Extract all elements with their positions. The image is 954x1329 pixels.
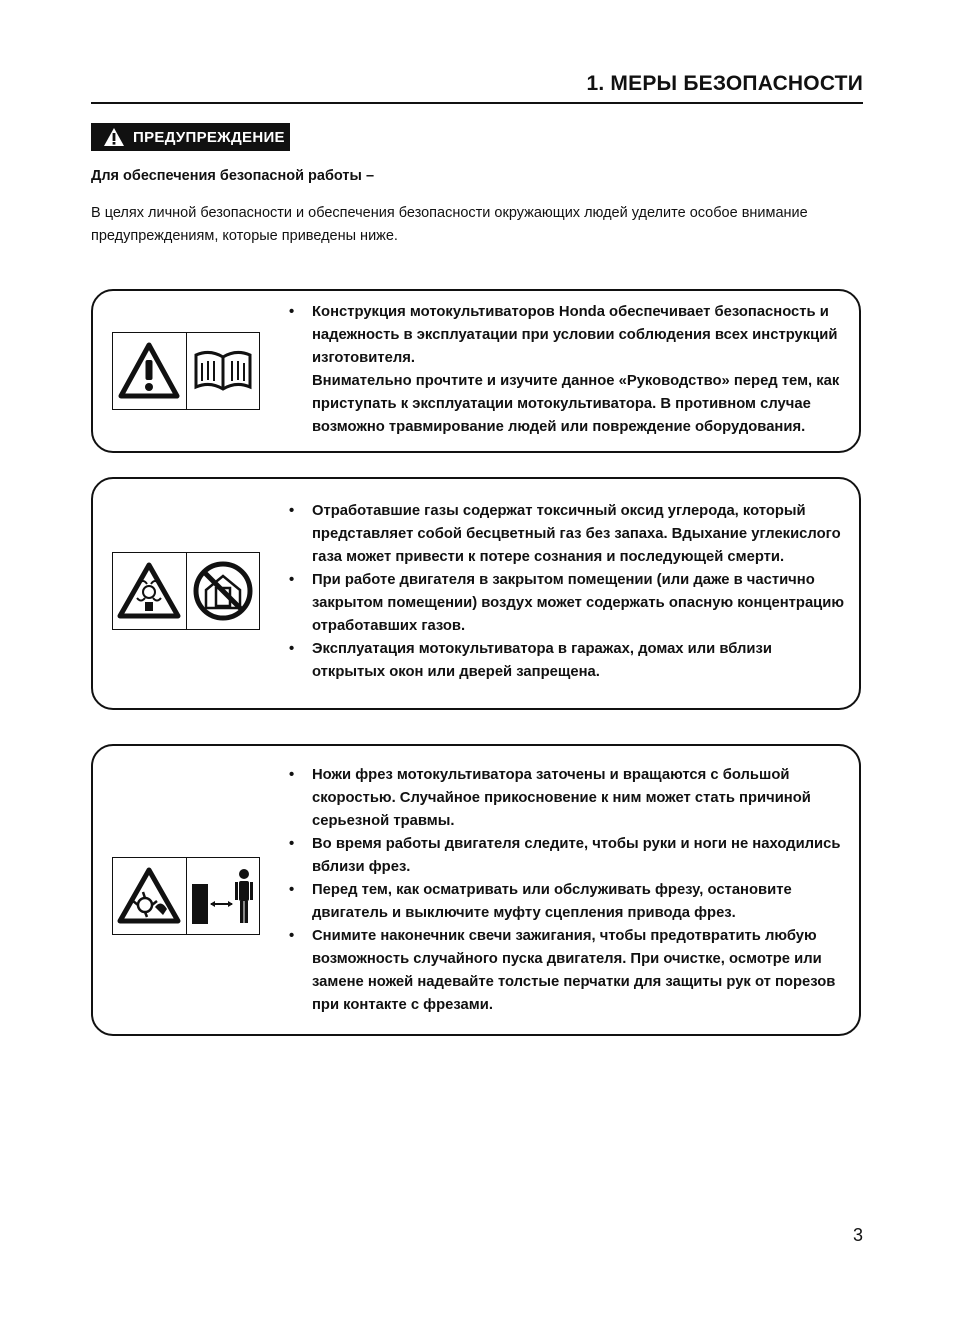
no-indoor-operation-icon bbox=[192, 560, 254, 622]
intro-paragraph: В целях личной безопасности и обеспечения безопасности окружающих людей уделите особое внимание предупреждениям, которые приведены ниже. bbox=[91, 205, 808, 244]
list-item: • Ножи фрез мотокультиватора заточены и вращаются с большой скоростью. Случайное прикосновение к ним может стать причиной серьезной травмы. bbox=[286, 764, 847, 833]
warning-triangle-icon bbox=[103, 127, 125, 147]
list-item: • Отработавшие газы содержат токсичный оксид углерода, который представляет собой бесцветный газ без запаха. Вдыхание углекислого газа может привести к потере сознания и последующей смерти. bbox=[286, 500, 847, 569]
safety-list-3 bbox=[286, 764, 847, 1017]
safety-list-2 bbox=[286, 500, 847, 684]
section-subheading: Для обеспечения безопасной работы – bbox=[91, 168, 375, 184]
list-item: Внимательно прочтите и изучите данное «Руководство» перед тем, как приступать к эксплуатации мотокультиватора. В противном случае возможно травмирование людей или повреждение оборудования. bbox=[312, 373, 840, 435]
safety-list-1 bbox=[286, 301, 847, 439]
list-item: • Снимите наконечник свечи зажигания, чтобы предотвратить любую возможность случайного пуска двигателя. При очистке, осмотре или замене ножей надевайте толстые перчатки для защиты рук от порезов при контакте с фрезами. bbox=[286, 925, 847, 1017]
page-title: 1. МЕРЫ БЕЗОПАСНОСТИ bbox=[586, 72, 863, 95]
list-item: • Во время работы двигателя следите, чтобы руки и ноги не находились вблизи фрез. bbox=[286, 833, 847, 879]
safety-label-3 bbox=[112, 857, 260, 935]
safety-box-3 bbox=[91, 744, 861, 1036]
rotating-tines-warning-icon bbox=[117, 867, 181, 925]
page-number: 3 bbox=[852, 1225, 863, 1245]
list-item: • Конструкция мотокультиваторов Honda обеспечивает безопасность и надежность в эксплуатации при условии соблюдения всех инструкций изготовителя. bbox=[286, 301, 847, 370]
safety-box-1 bbox=[91, 289, 861, 453]
list-item: • Эксплуатация мотокультиватора в гаражах, домах или вблизи открытых окон или дверей запрещена. bbox=[286, 638, 847, 684]
warning-badge-label: ПРЕДУПРЕЖДЕНИЕ bbox=[133, 128, 285, 146]
safety-label-1 bbox=[112, 332, 260, 410]
warning-badge bbox=[91, 123, 290, 151]
keep-distance-icon bbox=[190, 866, 256, 926]
toxic-gas-warning-icon bbox=[117, 562, 181, 620]
list-item: • Перед тем, как осматривать или обслуживать фрезу, остановите двигатель и выключите муфту сцепления привода фрез. bbox=[286, 879, 847, 925]
safety-box-2 bbox=[91, 477, 861, 710]
list-item: • При работе двигателя в закрытом помещении (или даже в частично закрытом помещении) воздух может содержать опасную концентрацию отработавших газов. bbox=[286, 569, 847, 638]
open-book-icon bbox=[192, 347, 254, 395]
warning-triangle-icon bbox=[118, 342, 180, 400]
header-divider bbox=[91, 102, 863, 104]
safety-label-2 bbox=[112, 552, 260, 630]
